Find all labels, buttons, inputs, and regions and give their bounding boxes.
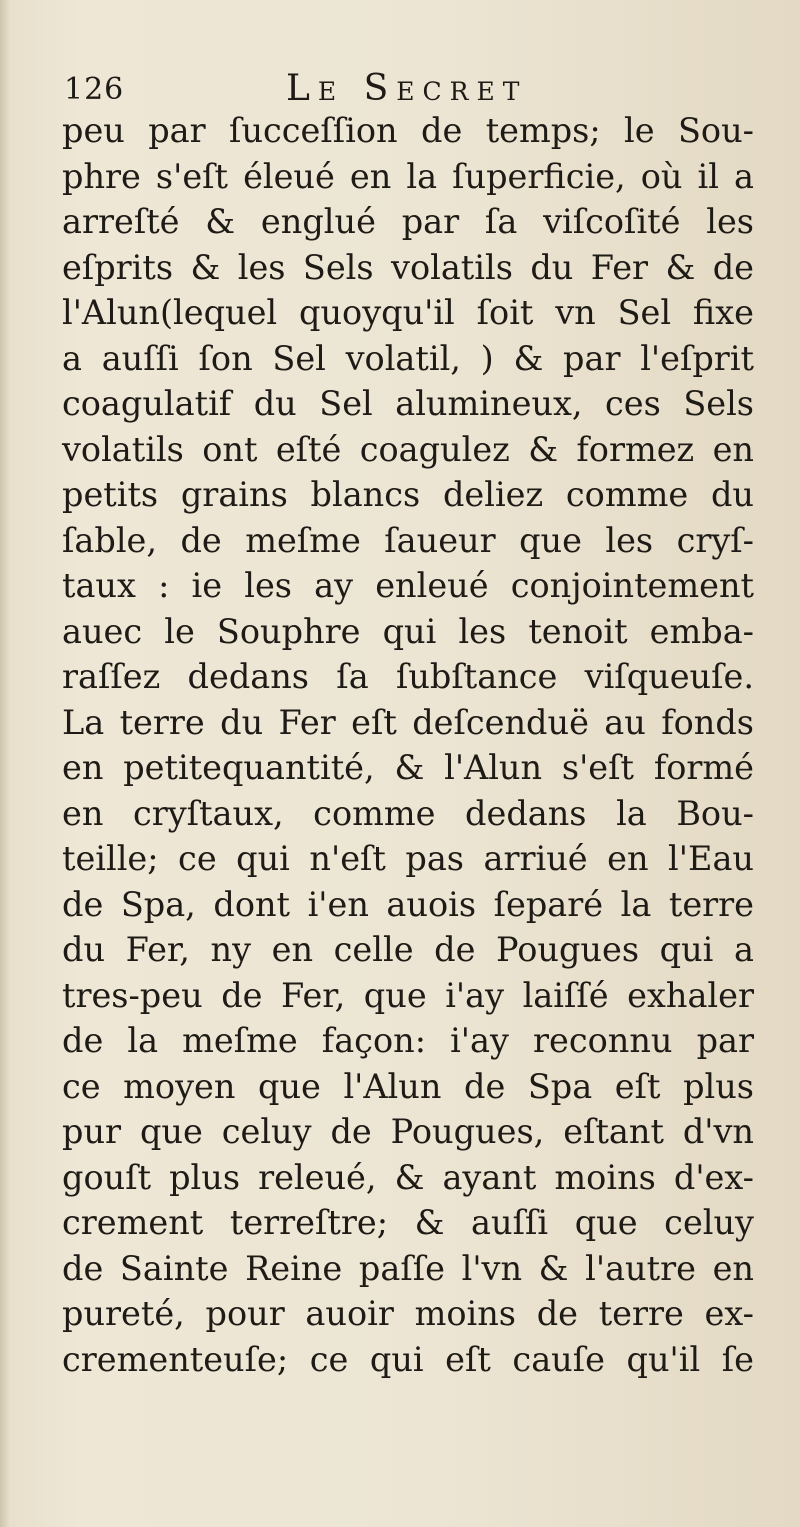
page-gutter-shadow xyxy=(0,0,10,1527)
text-line: taux : ie les ay enleué conjointement xyxy=(62,566,754,605)
text-line: de Sainte Reine paſſe l'vn & l'autre en xyxy=(62,1248,754,1288)
text-line: l'Alun(lequel quoyqu'il ſoit vn Sel fixe xyxy=(62,293,754,332)
running-title: Le Secret xyxy=(286,68,528,109)
text-line: de Spa, dont i'en auois ſeparé la terre xyxy=(62,884,754,924)
text-line: du Fer, ny en celle de Pougues qui a xyxy=(62,930,754,969)
text-line: ce moyen que l'Alun de Spa eſt plus xyxy=(62,1066,754,1106)
text-line: gouſt plus releué, & ayant moins d'ex- xyxy=(62,1157,754,1197)
text-line: peu par ſucceſſion de temps; le Sou- xyxy=(62,111,754,150)
text-line: en cryſtaux, comme dedans la Bou- xyxy=(62,793,754,833)
text-line: coagulatif du Sel alumineux, ces Sels xyxy=(62,384,754,423)
text-line: volatils ont eſté coagulez & formez en xyxy=(62,429,754,469)
text-line: crementeuſe; ce qui eſt cauſe qu'il ſe xyxy=(62,1339,754,1379)
text-line: raſſez dedans ſa ſubſtance viſqueuſe. xyxy=(62,657,754,696)
text-line: de la meſme façon: i'ay reconnu par xyxy=(62,1021,754,1060)
page-number: 126 xyxy=(64,72,125,107)
text-line: arreſté & englué par ſa viſcoſité les xyxy=(62,202,754,241)
text-line: La terre du Fer eſt deſcenduë au fonds xyxy=(62,702,754,742)
text-line: ſable, de meſme ſaueur que les cryſ- xyxy=(62,520,754,560)
text-line: teille; ce qui n'eſt pas arriué en l'Eau xyxy=(62,839,754,878)
text-line: a auſſi ſon Sel volatil, ) & par l'eſprit xyxy=(62,338,754,378)
text-line: auec le Souphre qui les tenoit emba- xyxy=(62,611,754,651)
text-line: eſprits & les Sels volatils du Fer & de xyxy=(62,247,754,287)
text-line: pur que celuy de Pougues, eſtant d'vn xyxy=(62,1112,754,1151)
text-line: tres-peu de Fer, que i'ay laiſſé exhaler xyxy=(62,975,754,1015)
text-line: crement terreſtre; & auſſi que celuy xyxy=(62,1203,754,1242)
text-line: en petitequantité, & l'Alun s'eſt formé xyxy=(62,748,754,787)
body-text xyxy=(62,108,754,1382)
text-line: phre s'eſt éleué en la ſuperficie, où il a xyxy=(62,156,754,196)
text-line: pureté, pour auoir moins de terre ex- xyxy=(62,1294,754,1333)
text-line: petits grains blancs deliez comme du xyxy=(62,475,754,514)
